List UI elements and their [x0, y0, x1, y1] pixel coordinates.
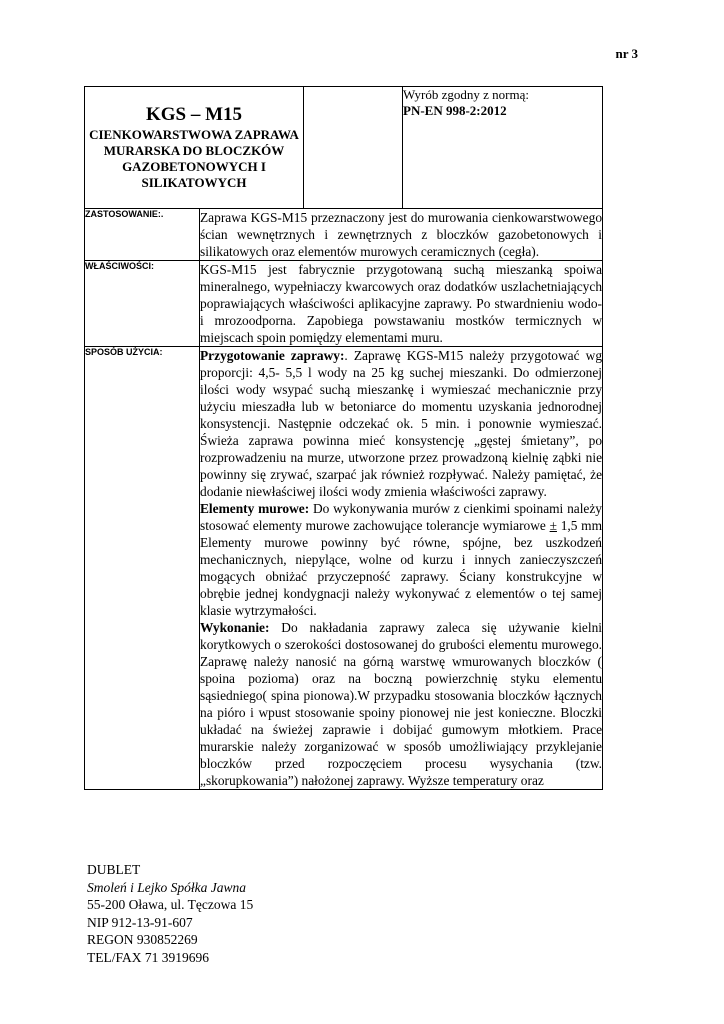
properties-text: KGS-M15 jest fabrycznie przygotowaną suchą mieszanką spoiwa mineralnego, wypełniaczy kwarcowych oraz dodatków uszlachetniających poprawiających właściwości aplikacyjne zaprawy. Po stwardnieniu wodo- i mrozoodporna. Zapobiega powstawaniu mostków termicznych w miejscach spoin pomiędzy elementami muru.	[200, 262, 603, 345]
elements-heading: Elementy murowe:	[200, 501, 310, 516]
norm-cell	[403, 87, 603, 209]
elements-text-1: Do wykonywania murów z cienkimi spoinami należy stosować elementy murowe zachowujące tolerancje wymiarowe	[200, 501, 603, 533]
execution-paragraph	[200, 619, 602, 789]
company-regon: REGON 930852269	[87, 932, 198, 948]
preparation-heading: Przygotowanie zaprawy:	[200, 348, 345, 363]
preparation-text: . Zaprawę KGS-M15 należy przygotować wg proporcji: 4,5- 5,5 l wody na 25 kg suchej mieszanki. Do odmierzonej ilości wody wsypać suchą mieszankę i wymieszać mechanicznie przy użyciu mieszadła lub w betoniarce do momentu uzyskania jednorodnej konsystencji. Następnie odczekać ok. 5 min. i ponownie wymieszać. Świeża zaprawa powinna mieć konsystencję „gęstej śmietany”, po rozprowadzeniu na murze, utworzone przez prowadzoną kielnię ząbki nie powinny się zrywać, szarpać jak również rozpływać. Należy pamiętać, że dodanie niewłaściwej ilości wody zmienia właściwości zaprawy.	[200, 348, 603, 499]
norm-code: PN-EN 998-2:2012	[403, 103, 507, 118]
product-code: KGS – M15	[145, 104, 243, 125]
company-name: DUBLET	[87, 862, 141, 877]
usage-text: Zaprawa KGS-M15 przeznaczony jest do murowania cienkowarstwowego ścian wewnętrznych i zewnętrznych z bloczków gazobetonowych i silikatowych oraz elementów murowych ceramicznych (cegła).	[200, 210, 603, 259]
usage-method-label: SPOSÓB UŻYCIA:	[85, 347, 200, 790]
usage-row	[85, 209, 603, 261]
execution-text: Do nakładania zaprawy zaleca się używanie kielni korytkowych o szerokości dostosowanej do grubości elementu murowego. Zaprawę należy nanosić na górną warstwę wmurowanych bloczków ( spoina pozioma) oraz na boczną powierzchnię styku elementu sąsiedniego( spina pionowa).W przypadku stosowania bloczków łącznych na pióro i wpust stosowanie spoiny pionowej nie jest konieczne. Bloczki układać na świeżej zaprawie i dobijać gumowym młotkiem. Prace murarskie należy zorganizować w sposób umożliwiający przyklejanie bloczków przed rozpoczęciem procesu wysychania (tzw. „skorupkowania”) nałożonej zaprawy. Wyższe temperatury oraz	[200, 620, 603, 788]
usage-label: ZASTOSOWANIE:.	[85, 209, 200, 261]
empty-header-cell	[304, 87, 403, 209]
header-row	[85, 87, 603, 209]
company-footer	[87, 861, 253, 967]
usage-method-body	[200, 347, 603, 790]
product-name: CIENKOWARSTWOWA ZAPRAWA MURARSKA DO BLOCZKÓW GAZOBETONOWYCH I SILIKATOWYCH	[89, 127, 299, 190]
elements-paragraph	[200, 500, 602, 619]
properties-label: WŁAŚCIWOŚCI:	[85, 261, 200, 347]
company-full-name: Smoleń i Lejko Spółka Jawna	[87, 879, 246, 895]
usage-method-row	[85, 347, 603, 790]
product-title-cell	[85, 87, 304, 209]
company-address: 55-200 Oława, ul. Tęczowa 15	[87, 897, 254, 913]
preparation-paragraph	[200, 347, 602, 500]
properties-row	[85, 261, 603, 347]
plus-minus-sign: ±	[549, 518, 557, 533]
product-data-table	[84, 86, 603, 790]
company-phone: TEL/FAX 71 3919696	[87, 949, 209, 965]
page-number: nr 3	[615, 46, 638, 61]
execution-heading: Wykonanie:	[200, 620, 270, 635]
company-nip: NIP 912-13-91-607	[87, 914, 193, 930]
norm-label: Wyrób zgodny z normą:	[403, 87, 529, 102]
elements-text-2: 1,5 mm Elementy murowe powinny być równe, spójne, bez uszkodzeń mechanicznych, niepylące, wolne od kurzu i innych zanieczyszczeń mogących obniżać przyczepność zaprawy. Ściany konstrukcyjne w obrębie jednej kondygnacji należy wykonywać z elementów o tej samej klasie wytrzymałości.	[200, 518, 603, 618]
